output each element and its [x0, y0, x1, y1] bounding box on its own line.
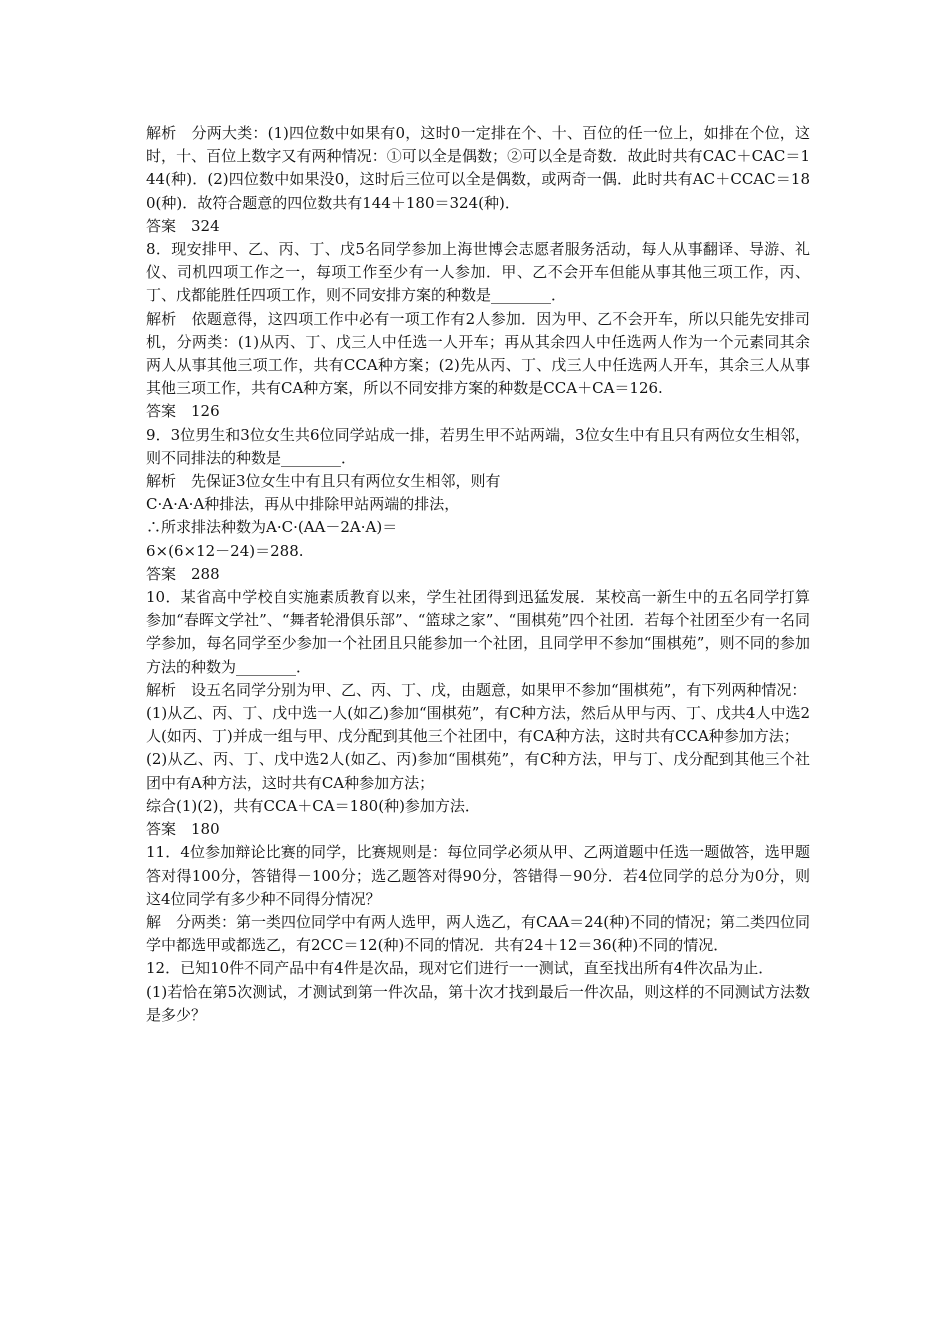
- answer-7: 答案 324: [146, 216, 220, 235]
- solution-9-analysis-line-4: 6×(6×12－24)＝288.: [146, 541, 304, 560]
- question-8: 8．现安排甲、乙、丙、丁、戊5名同学参加上海世博会志愿者服务活动，每人从事翻译、导游、礼仪、司机四项工作之一，每项工作至少有一人参加．甲、乙不会开车但能从事其他三项工作，丙、丁、戊都能胜任四项工作，则不同安排方案的种数是________．: [146, 240, 810, 305]
- answer-9: 答案 288: [146, 564, 220, 583]
- solution-10-case-1: (1)从乙、丙、丁、戊中选一人(如乙)参加“围棋苑”，有C种方法，然后从甲与丙、丁、戊共4人中选2人(如丙、丁)并成一组与甲、戊分配到其他三个社团中，有CA种方法，这时共有CCA种参加方法；: [146, 704, 810, 746]
- solution-8-analysis: 解析 依题意得，这四项工作中必有一项工作有2人参加．因为甲、乙不会开车，所以只能先安排司机，分两类：(1)从丙、丁、戊三人中任选一人开车；再从其余四人中任选两人作为一个元素同其余两人从事其他三项工作，共有CCA种方案；(2)先从丙、丁、戊三人中任选两人开车，其余三人从事其他三项工作，共有CA种方案，所以不同安排方案的种数是CCA＋CA＝126.: [146, 309, 810, 398]
- question-12-part-1: (1)若恰在第5次测试，才测试到第一件次品，第十次才找到最后一件次品，则这样的不同测试方法数是多少？: [146, 982, 810, 1024]
- solution-10-case-2: (2)从乙、丙、丁、戊中选2人(如乙、丙)参加“围棋苑”，有C种方法，甲与丁、戊分配到其他三个社团中有A种方法，这时共有CA种参加方法；: [146, 750, 810, 792]
- answer-10: 答案 180: [146, 820, 220, 839]
- answer-8: 答案 126: [146, 402, 220, 421]
- solution-9-analysis-line-2: C·A·A·A种排法，再从中排除甲站两端的排法，: [146, 495, 460, 514]
- solution-11: 解 分两类：第一类四位同学中有两人选甲，两人选乙，有CAA＝24(种)不同的情况；第二类四位同学中都选甲或都选乙，有2CC＝12(种)不同的情况．共有24＋12＝36(种)不同的情况．: [146, 912, 810, 955]
- solution-10-summary: 综合(1)(2)，共有CCA＋CA＝180(种)参加方法．: [146, 796, 480, 815]
- solution-10-analysis: 解析 设五名同学分别为甲、乙、丙、丁、戊，由题意，如果甲不参加“围棋苑”，有下列两种情况：: [146, 680, 807, 699]
- question-10: 10．某省高中学校自实施素质教育以来，学生社团得到迅猛发展．某校高一新生中的五名同学打算参加“春晖文学社”、“舞者轮滑俱乐部”、“篮球之家”、“围棋苑”四个社团．若每个社团至少有一名同学参加，每名同学至少参加一个社团且只能参加一个社团，且同学甲不参加“围棋苑”，则不同的参加方法的种数为________．: [146, 588, 810, 676]
- question-12: 12．已知10件不同产品中有4件是次品，现对它们进行一一测试，直至找出所有4件次品为止．: [146, 959, 774, 978]
- solution-9-analysis-line-3: ∴所求排法种数为A·C·(AA－2A·A)＝: [146, 518, 398, 537]
- question-9: 9．3位男生和3位女生共6位同学站成一排，若男生甲不站两端，3位女生中有且只有两位女生相邻，则不同排法的种数是________．: [146, 425, 810, 467]
- solution-7-analysis: 解析 分两大类：(1)四位数中如果有0，这时0一定排在个、十、百位的任一位上，如排在个位，这时，十、百位上数字又有两种情况：①可以全是偶数；②可以全是奇数．故此时共有CAC＋CAC＝144(种)．(2)四位数中如果没0，这时后三位可以全是偶数，或两奇一偶．此时共有AC＋CCAC＝180(种)．故符合题意的四位数共有144＋180＝324(种)．: [146, 124, 810, 212]
- document-page: [146, 122, 810, 1027]
- question-11: 11．4位参加辩论比赛的同学，比赛规则是：每位同学必须从甲、乙两道题中任选一题做答，选甲题答对得100分，答错得－100分；选乙题答对得90分，答错得－90分．若4位同学的总分为0分，则这4位同学有多少种不同得分情况？: [146, 843, 810, 908]
- solution-9-analysis-line-1: 解析 先保证3位女生中有且只有两位女生相邻，则有: [146, 472, 501, 491]
